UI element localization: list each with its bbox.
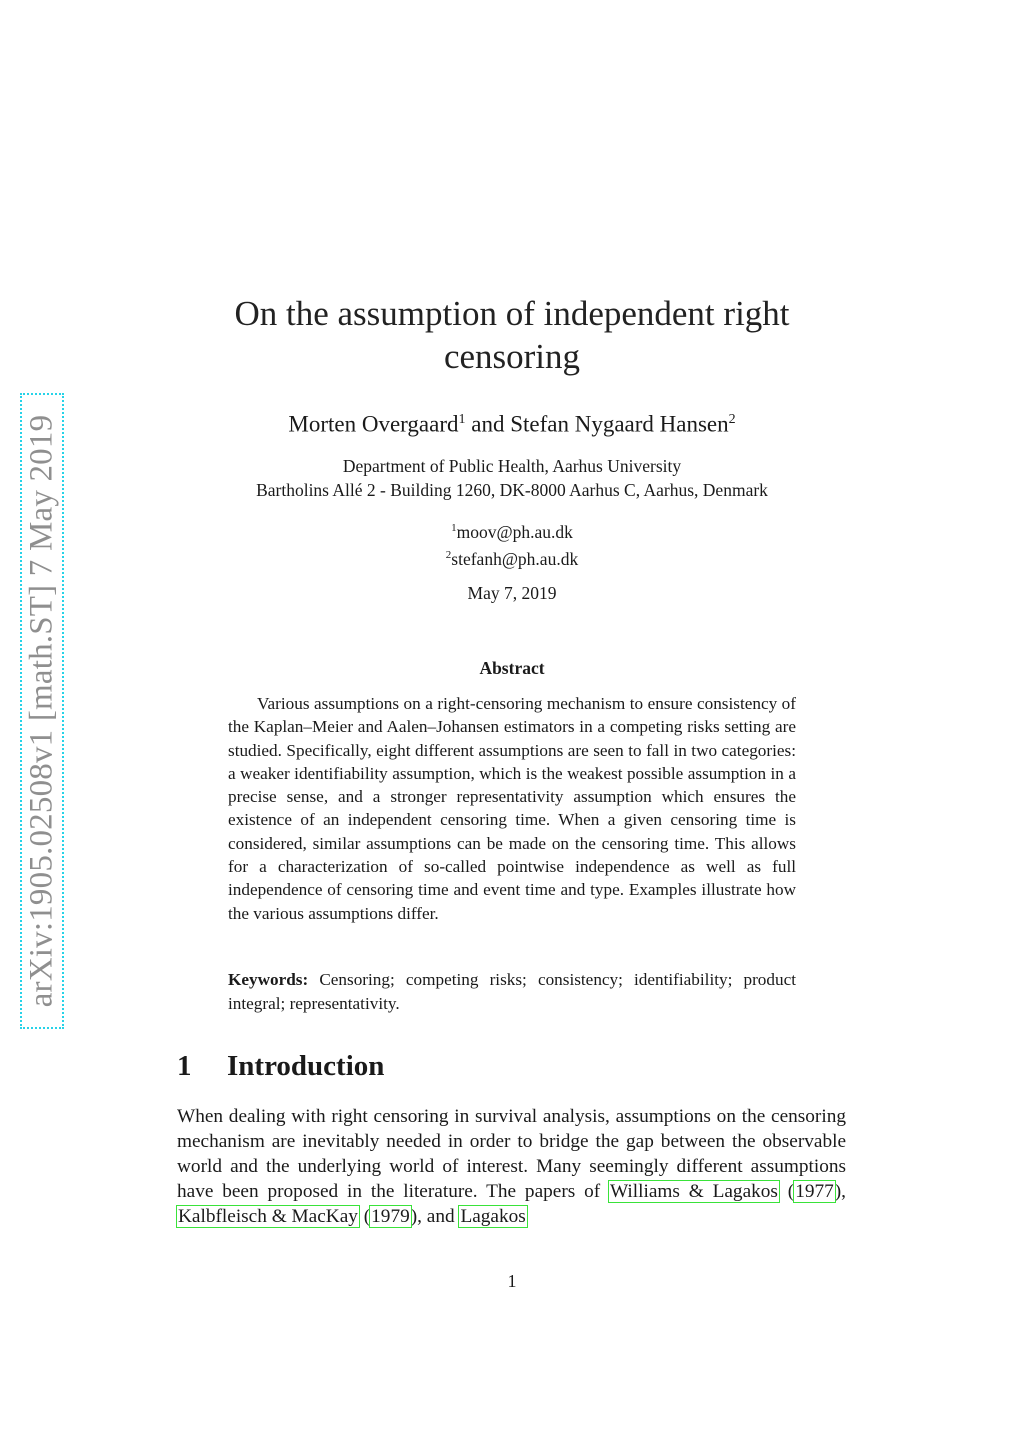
intro-paragraph: When dealing with right censoring in survival analysis, assumptions on the censoring mechanism are inevitably needed in order to bridge the gap between the observable world and the underlying world of interest. Many seemingly different assumptions have been proposed in the literature. The papers of Williams & Lagakos (1977), Kalbfleisch & MacKay (1979), and Lagakos (177, 1106, 846, 1227)
email-1-address[interactable]: moov@ph.au.dk (456, 521, 573, 542)
email-1[interactable] (180, 517, 844, 544)
citation-year-link-1977[interactable]: 1977 (795, 1181, 834, 1202)
paper-title (180, 292, 844, 378)
abstract-text: Various assumptions on a right-censoring mechanism to ensure consistency of the Kaplan–Meier and Aalen–Johansen estimators in a competing risks setting are studied. Specifically, eight different assumptions are seen to fall in two categories: a weaker identifiability assumption, which is the weakest possible assumption in a precise sense, and a stronger representativity assumption which ensures the existence of an independent censoring time. When a given censoring time is considered, similar assumptions can be made on the censoring time. This allows for a characterization of so-called pointwise independence as well as full independence of censoring time and event time and type. Examples illustrate how the various assumptions differ. (228, 694, 796, 923)
author-1-mark: 1 (458, 412, 466, 427)
page-number: 1 (507, 1271, 517, 1291)
author-2: Stefan Nygaard Hansen (510, 411, 729, 437)
abstract-heading: Abstract (479, 658, 545, 678)
section-heading (177, 1050, 384, 1083)
citation-link-kalbfleisch-mackay[interactable]: Kalbfleisch & MacKay (178, 1206, 358, 1227)
citation-link-lagakos[interactable]: Lagakos (460, 1206, 526, 1227)
intro-and-text: , and (417, 1206, 460, 1227)
paper-date: May 7, 2019 (467, 583, 557, 603)
email-2-address[interactable]: stefanh@ph.au.dk (451, 549, 579, 570)
citation-link-williams-lagakos[interactable]: Williams & Lagakos (610, 1181, 778, 1202)
affiliation (150, 455, 874, 502)
email-list (180, 517, 844, 572)
affiliation-line-1: Department of Public Health, Aarhus University (342, 456, 682, 476)
citation-year-link-1979[interactable]: 1979 (371, 1206, 410, 1227)
keywords-label: Keywords: (228, 970, 309, 989)
arxiv-identifier[interactable]: arXiv:1905.02508v1 [math.ST] 7 May 2019 (23, 414, 60, 1008)
intro-text: When dealing with right censoring in survival analysis, assumptions on the censoring mechanism are inevitably needed in order to bridge the gap between the observable world and the underlying world of interest. Many seemingly different assumptions have been proposed in the literature. The papers of (177, 1106, 846, 1202)
author-conjunction: and (465, 411, 511, 437)
title-line-1: On the assumption of independent right (234, 294, 790, 333)
email-2[interactable] (180, 544, 844, 571)
author-list (180, 404, 844, 441)
keywords (228, 968, 796, 1015)
title-line-2: censoring (443, 337, 581, 376)
section-title: Introduction (227, 1050, 385, 1082)
affiliation-line-2: Bartholins Allé 2 - Building 1260, DK-8000 Aarhus C, Aarhus, Denmark (256, 479, 768, 500)
keywords-text: Censoring; competing risks; consistency; identifiability; product integral; representativity. (228, 970, 796, 1013)
author-1: Morten Overgaard (288, 411, 459, 437)
author-2-mark: 2 (728, 412, 736, 427)
section-number: 1 (177, 1050, 192, 1082)
email-2-mark: 2 (445, 549, 452, 562)
email-1-mark: 1 (451, 522, 457, 534)
